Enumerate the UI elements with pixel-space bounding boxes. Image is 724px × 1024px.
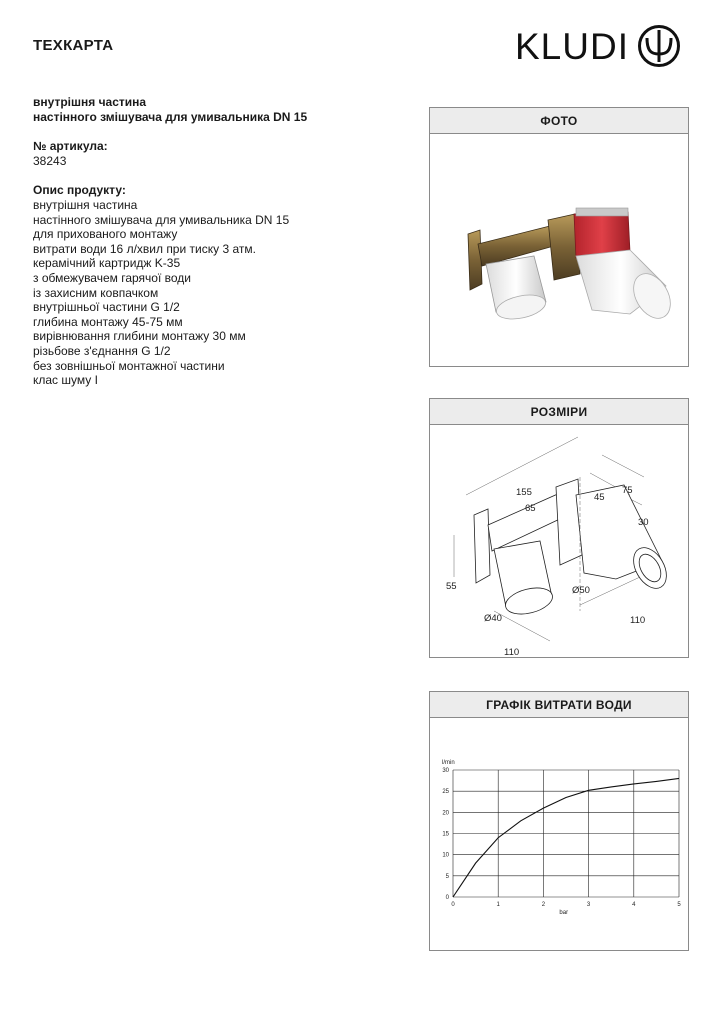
x-tick-label: 5 <box>677 902 681 908</box>
description-line: внутрішньої частини G 1/2 <box>33 300 180 315</box>
y-tick-label: 30 <box>442 768 449 774</box>
description-line: із захисним ковпачком <box>33 285 159 300</box>
x-axis-label: bar <box>559 910 569 916</box>
dimension-drawing <box>430 425 688 657</box>
y-axis-label: l/min <box>442 760 455 766</box>
description-line: внутрішня частина <box>33 197 138 212</box>
flow-chart <box>430 718 688 950</box>
y-tick-label: 10 <box>442 852 449 859</box>
description-line: настінного змішувача для умивальника DN 15 <box>33 212 290 227</box>
description-line: витрати води 16 л/хвил при тиску 3 атм. <box>33 241 256 256</box>
dimensions-panel <box>429 398 689 658</box>
product-name-line-2: настінного змішувача для умивальника DN 15 <box>33 109 308 124</box>
dim-155-label: 155 <box>516 487 532 498</box>
flow-chart-title: ГРАФІК ВИТРАТИ ВОДИ <box>430 692 688 718</box>
dim-65-label: 65 <box>525 503 536 514</box>
dim-75-label: 75 <box>622 485 633 496</box>
product-name-line-1: внутрішня частина <box>33 95 147 109</box>
dim-110-left-label: 110 <box>504 647 520 657</box>
kludi-emblem-icon <box>637 24 681 68</box>
flow-chart-panel <box>429 691 689 951</box>
dim-110-right-label: 110 <box>630 615 646 626</box>
x-tick-label: 3 <box>586 902 591 908</box>
description-line: з обмежувачем гарячої води <box>33 270 192 285</box>
y-tick-label: 25 <box>442 789 449 796</box>
description-line: клас шуму I <box>33 373 98 388</box>
dimensions-panel-title: РОЗМІРИ <box>430 399 688 425</box>
description-line: глибина монтажу 45-75 мм <box>33 314 183 329</box>
dim-30-label: 30 <box>638 517 649 528</box>
flow-curve-series <box>453 778 679 897</box>
description-line: керамічний картридж K-35 <box>33 256 181 271</box>
description-label: Опис продукту: <box>33 183 126 198</box>
photo-panel-title: ФОТО <box>430 108 688 134</box>
x-tick-label: 4 <box>632 902 636 908</box>
product-info <box>33 95 393 388</box>
document-title: ТЕХКАРТА <box>33 37 114 54</box>
x-tick-label: 1 <box>496 902 500 908</box>
dim-d40-label: Ø40 <box>484 613 502 624</box>
y-tick-label: 0 <box>445 895 449 901</box>
x-tick-label: 0 <box>451 902 455 908</box>
dim-55-label: 55 <box>446 581 457 592</box>
article-number: 38243 <box>33 153 67 168</box>
photo-panel <box>429 107 689 367</box>
dim-45-label: 45 <box>594 492 605 503</box>
x-tick-label: 2 <box>541 902 546 908</box>
dim-d50-label: Ø50 <box>572 585 590 596</box>
description-line: без зовнішньої монтажної частини <box>33 358 225 373</box>
description-line: вирівнювання глибини монтажу 30 мм <box>33 329 246 344</box>
y-tick-label: 20 <box>442 810 449 817</box>
description-line: для прихованого монтажу <box>33 227 178 242</box>
product-photo <box>430 134 688 366</box>
y-tick-label: 5 <box>445 873 449 880</box>
y-tick-label: 15 <box>442 831 449 838</box>
article-label: № артикула: <box>33 139 108 154</box>
brand-wordmark: KLUDI <box>515 25 629 67</box>
description-line: різьбове з'єднання G 1/2 <box>33 343 171 358</box>
kludi-logo <box>515 24 681 68</box>
